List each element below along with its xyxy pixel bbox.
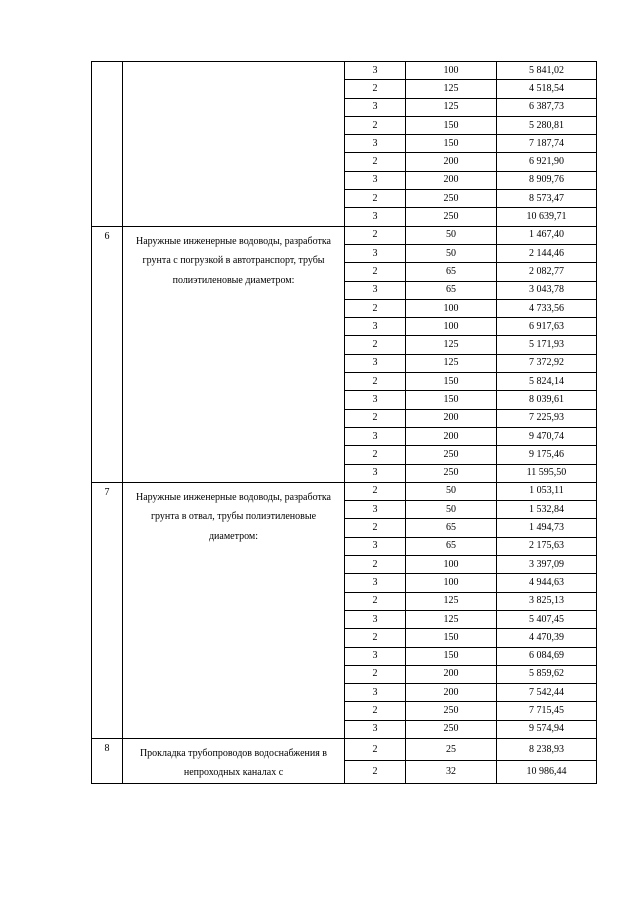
depth-cell: 2: [345, 592, 406, 610]
diameter-cell: 65: [406, 519, 497, 537]
item-number: 6: [92, 226, 123, 482]
item-number: 8: [92, 738, 123, 783]
price-cell: 10 986,44: [497, 761, 597, 784]
diameter-cell: 250: [406, 720, 497, 738]
price-cell: 10 639,71: [497, 208, 597, 226]
price-cell: 8 909,76: [497, 171, 597, 189]
diameter-cell: 100: [406, 299, 497, 317]
diameter-cell: 100: [406, 556, 497, 574]
diameter-cell: 50: [406, 482, 497, 500]
diameter-cell: 65: [406, 263, 497, 281]
diameter-cell: 150: [406, 629, 497, 647]
price-cell: 7 715,45: [497, 702, 597, 720]
diameter-cell: 125: [406, 610, 497, 628]
depth-cell: 2: [345, 761, 406, 784]
diameter-cell: 200: [406, 409, 497, 427]
price-cell: 6 084,69: [497, 647, 597, 665]
price-cell: 5 841,02: [497, 62, 597, 80]
table-row: [92, 62, 597, 80]
price-cell: 9 175,46: [497, 446, 597, 464]
price-cell: 1 532,84: [497, 501, 597, 519]
price-cell: 5 859,62: [497, 665, 597, 683]
depth-cell: 2: [345, 519, 406, 537]
price-cell: 8 573,47: [497, 190, 597, 208]
depth-cell: 2: [345, 702, 406, 720]
diameter-cell: 150: [406, 373, 497, 391]
depth-cell: 3: [345, 537, 406, 555]
depth-cell: 3: [345, 208, 406, 226]
price-cell: 9 574,94: [497, 720, 597, 738]
diameter-cell: 200: [406, 171, 497, 189]
price-cell: 4 470,39: [497, 629, 597, 647]
diameter-cell: 150: [406, 391, 497, 409]
price-cell: 2 082,77: [497, 263, 597, 281]
diameter-cell: 125: [406, 592, 497, 610]
diameter-cell: 25: [406, 738, 497, 761]
price-table-body: [92, 62, 597, 784]
price-table: [91, 61, 597, 784]
price-cell: 3 825,13: [497, 592, 597, 610]
diameter-cell: 100: [406, 62, 497, 80]
depth-cell: 3: [345, 98, 406, 116]
depth-cell: 3: [345, 318, 406, 336]
diameter-cell: 100: [406, 574, 497, 592]
depth-cell: 3: [345, 610, 406, 628]
price-cell: 1 053,11: [497, 482, 597, 500]
depth-cell: 3: [345, 244, 406, 262]
diameter-cell: 125: [406, 80, 497, 98]
price-cell: 8 039,61: [497, 391, 597, 409]
depth-cell: 3: [345, 62, 406, 80]
price-cell: 2 144,46: [497, 244, 597, 262]
diameter-cell: 100: [406, 318, 497, 336]
price-cell: 3 043,78: [497, 281, 597, 299]
diameter-cell: 250: [406, 702, 497, 720]
table-row: [92, 482, 597, 500]
depth-cell: 3: [345, 501, 406, 519]
diameter-cell: 250: [406, 446, 497, 464]
price-cell: 7 187,74: [497, 135, 597, 153]
depth-cell: 2: [345, 738, 406, 761]
price-cell: 5 824,14: [497, 373, 597, 391]
price-cell: 4 733,56: [497, 299, 597, 317]
depth-cell: 3: [345, 464, 406, 482]
depth-cell: 3: [345, 281, 406, 299]
diameter-cell: 150: [406, 135, 497, 153]
table-row: [92, 226, 597, 244]
item-description: Наружные инженерные водоводы, разработка грунта с погрузкой в автотранспорт, трубы полиэтиленовые диаметром:: [123, 226, 345, 482]
diameter-cell: 125: [406, 354, 497, 372]
item-number: 7: [92, 482, 123, 738]
diameter-cell: 50: [406, 244, 497, 262]
price-cell: 7 542,44: [497, 684, 597, 702]
depth-cell: 2: [345, 263, 406, 281]
price-cell: 7 225,93: [497, 409, 597, 427]
depth-cell: 2: [345, 299, 406, 317]
price-cell: 1 467,40: [497, 226, 597, 244]
diameter-cell: 50: [406, 226, 497, 244]
price-cell: 6 387,73: [497, 98, 597, 116]
depth-cell: 3: [345, 354, 406, 372]
price-cell: 2 175,63: [497, 537, 597, 555]
price-cell: 6 917,63: [497, 318, 597, 336]
price-cell: 4 518,54: [497, 80, 597, 98]
diameter-cell: 200: [406, 665, 497, 683]
price-cell: 11 595,50: [497, 464, 597, 482]
depth-cell: 3: [345, 647, 406, 665]
diameter-cell: 200: [406, 684, 497, 702]
diameter-cell: 65: [406, 281, 497, 299]
price-cell: 5 280,81: [497, 116, 597, 134]
item-number: [92, 62, 123, 227]
price-cell: 9 470,74: [497, 427, 597, 445]
price-cell: 5 171,93: [497, 336, 597, 354]
diameter-cell: 32: [406, 761, 497, 784]
item-description: Наружные инженерные водоводы, разработка грунта в отвал, трубы полиэтиленовые диаметром:: [123, 482, 345, 738]
depth-cell: 2: [345, 556, 406, 574]
diameter-cell: 125: [406, 98, 497, 116]
diameter-cell: 250: [406, 464, 497, 482]
diameter-cell: 150: [406, 116, 497, 134]
depth-cell: 3: [345, 171, 406, 189]
depth-cell: 2: [345, 336, 406, 354]
price-cell: 7 372,92: [497, 354, 597, 372]
depth-cell: 2: [345, 446, 406, 464]
diameter-cell: 200: [406, 427, 497, 445]
depth-cell: 2: [345, 482, 406, 500]
depth-cell: 3: [345, 427, 406, 445]
depth-cell: 2: [345, 226, 406, 244]
diameter-cell: 250: [406, 208, 497, 226]
depth-cell: 3: [345, 135, 406, 153]
depth-cell: 2: [345, 373, 406, 391]
diameter-cell: 150: [406, 647, 497, 665]
price-cell: 6 921,90: [497, 153, 597, 171]
diameter-cell: 250: [406, 190, 497, 208]
depth-cell: 3: [345, 684, 406, 702]
diameter-cell: 125: [406, 336, 497, 354]
price-cell: 1 494,73: [497, 519, 597, 537]
depth-cell: 2: [345, 153, 406, 171]
diameter-cell: 65: [406, 537, 497, 555]
depth-cell: 3: [345, 391, 406, 409]
diameter-cell: 50: [406, 501, 497, 519]
item-description: Прокладка трубопроводов водоснабжения в непроходных каналах с: [123, 738, 345, 783]
depth-cell: 2: [345, 80, 406, 98]
price-cell: 5 407,45: [497, 610, 597, 628]
depth-cell: 3: [345, 720, 406, 738]
depth-cell: 2: [345, 665, 406, 683]
item-description: [123, 62, 345, 227]
depth-cell: 2: [345, 629, 406, 647]
price-cell: 4 944,63: [497, 574, 597, 592]
depth-cell: 3: [345, 574, 406, 592]
price-cell: 3 397,09: [497, 556, 597, 574]
diameter-cell: 200: [406, 153, 497, 171]
price-cell: 8 238,93: [497, 738, 597, 761]
depth-cell: 2: [345, 409, 406, 427]
depth-cell: 2: [345, 116, 406, 134]
depth-cell: 2: [345, 190, 406, 208]
table-row: [92, 738, 597, 761]
